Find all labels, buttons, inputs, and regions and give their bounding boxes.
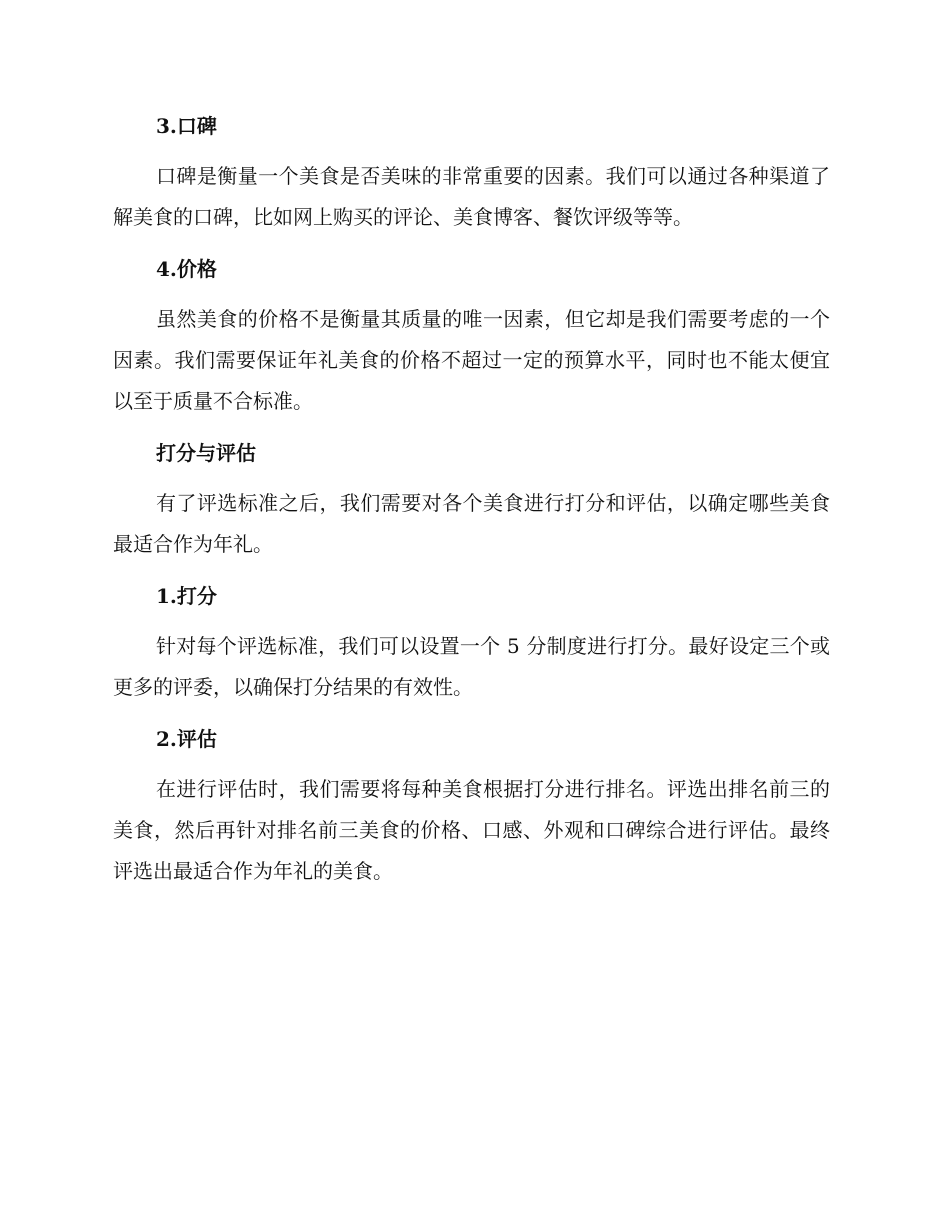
- section-paragraph-reputation: 口碑是衡量一个美食是否美味的非常重要的因素。我们可以通过各种渠道了解美食的口碑，比如网上购买的评论、美食博客、餐饮评级等等。: [113, 164, 830, 229]
- section-heading-evaluation: 2.评估: [156, 727, 217, 751]
- section-paragraph-scoring-evaluation: 有了评选标准之后，我们需要对各个美食进行打分和评估，以确定哪些美食最适合作为年礼。: [113, 491, 830, 556]
- section-paragraph-evaluation: 在进行评估时，我们需要将每种美食根据打分进行排名。评选出排名前三的美食，然后再针对排名前三美食的价格、口感、外观和口碑综合进行评估。最终评选出最适合作为年礼的美食。: [113, 777, 830, 883]
- section-paragraph-price: 虽然美食的价格不是衡量其质量的唯一因素，但它却是我们需要考虑的一个因素。我们需要保证年礼美食的价格不超过一定的预算水平，同时也不能太便宜以至于质量不合标准。: [113, 307, 830, 413]
- section-heading-scoring-evaluation: 打分与评估: [156, 441, 256, 465]
- section-heading-reputation: 3.口碑: [156, 114, 217, 138]
- section-paragraph-scoring: 针对每个评选标准，我们可以设置一个 5 分制度进行打分。最好设定三个或更多的评委，以确保打分结果的有效性。: [113, 634, 830, 699]
- document-body: [113, 106, 830, 903]
- section-heading-price: 4.价格: [156, 257, 217, 281]
- section-heading-scoring: 1.打分: [156, 584, 217, 608]
